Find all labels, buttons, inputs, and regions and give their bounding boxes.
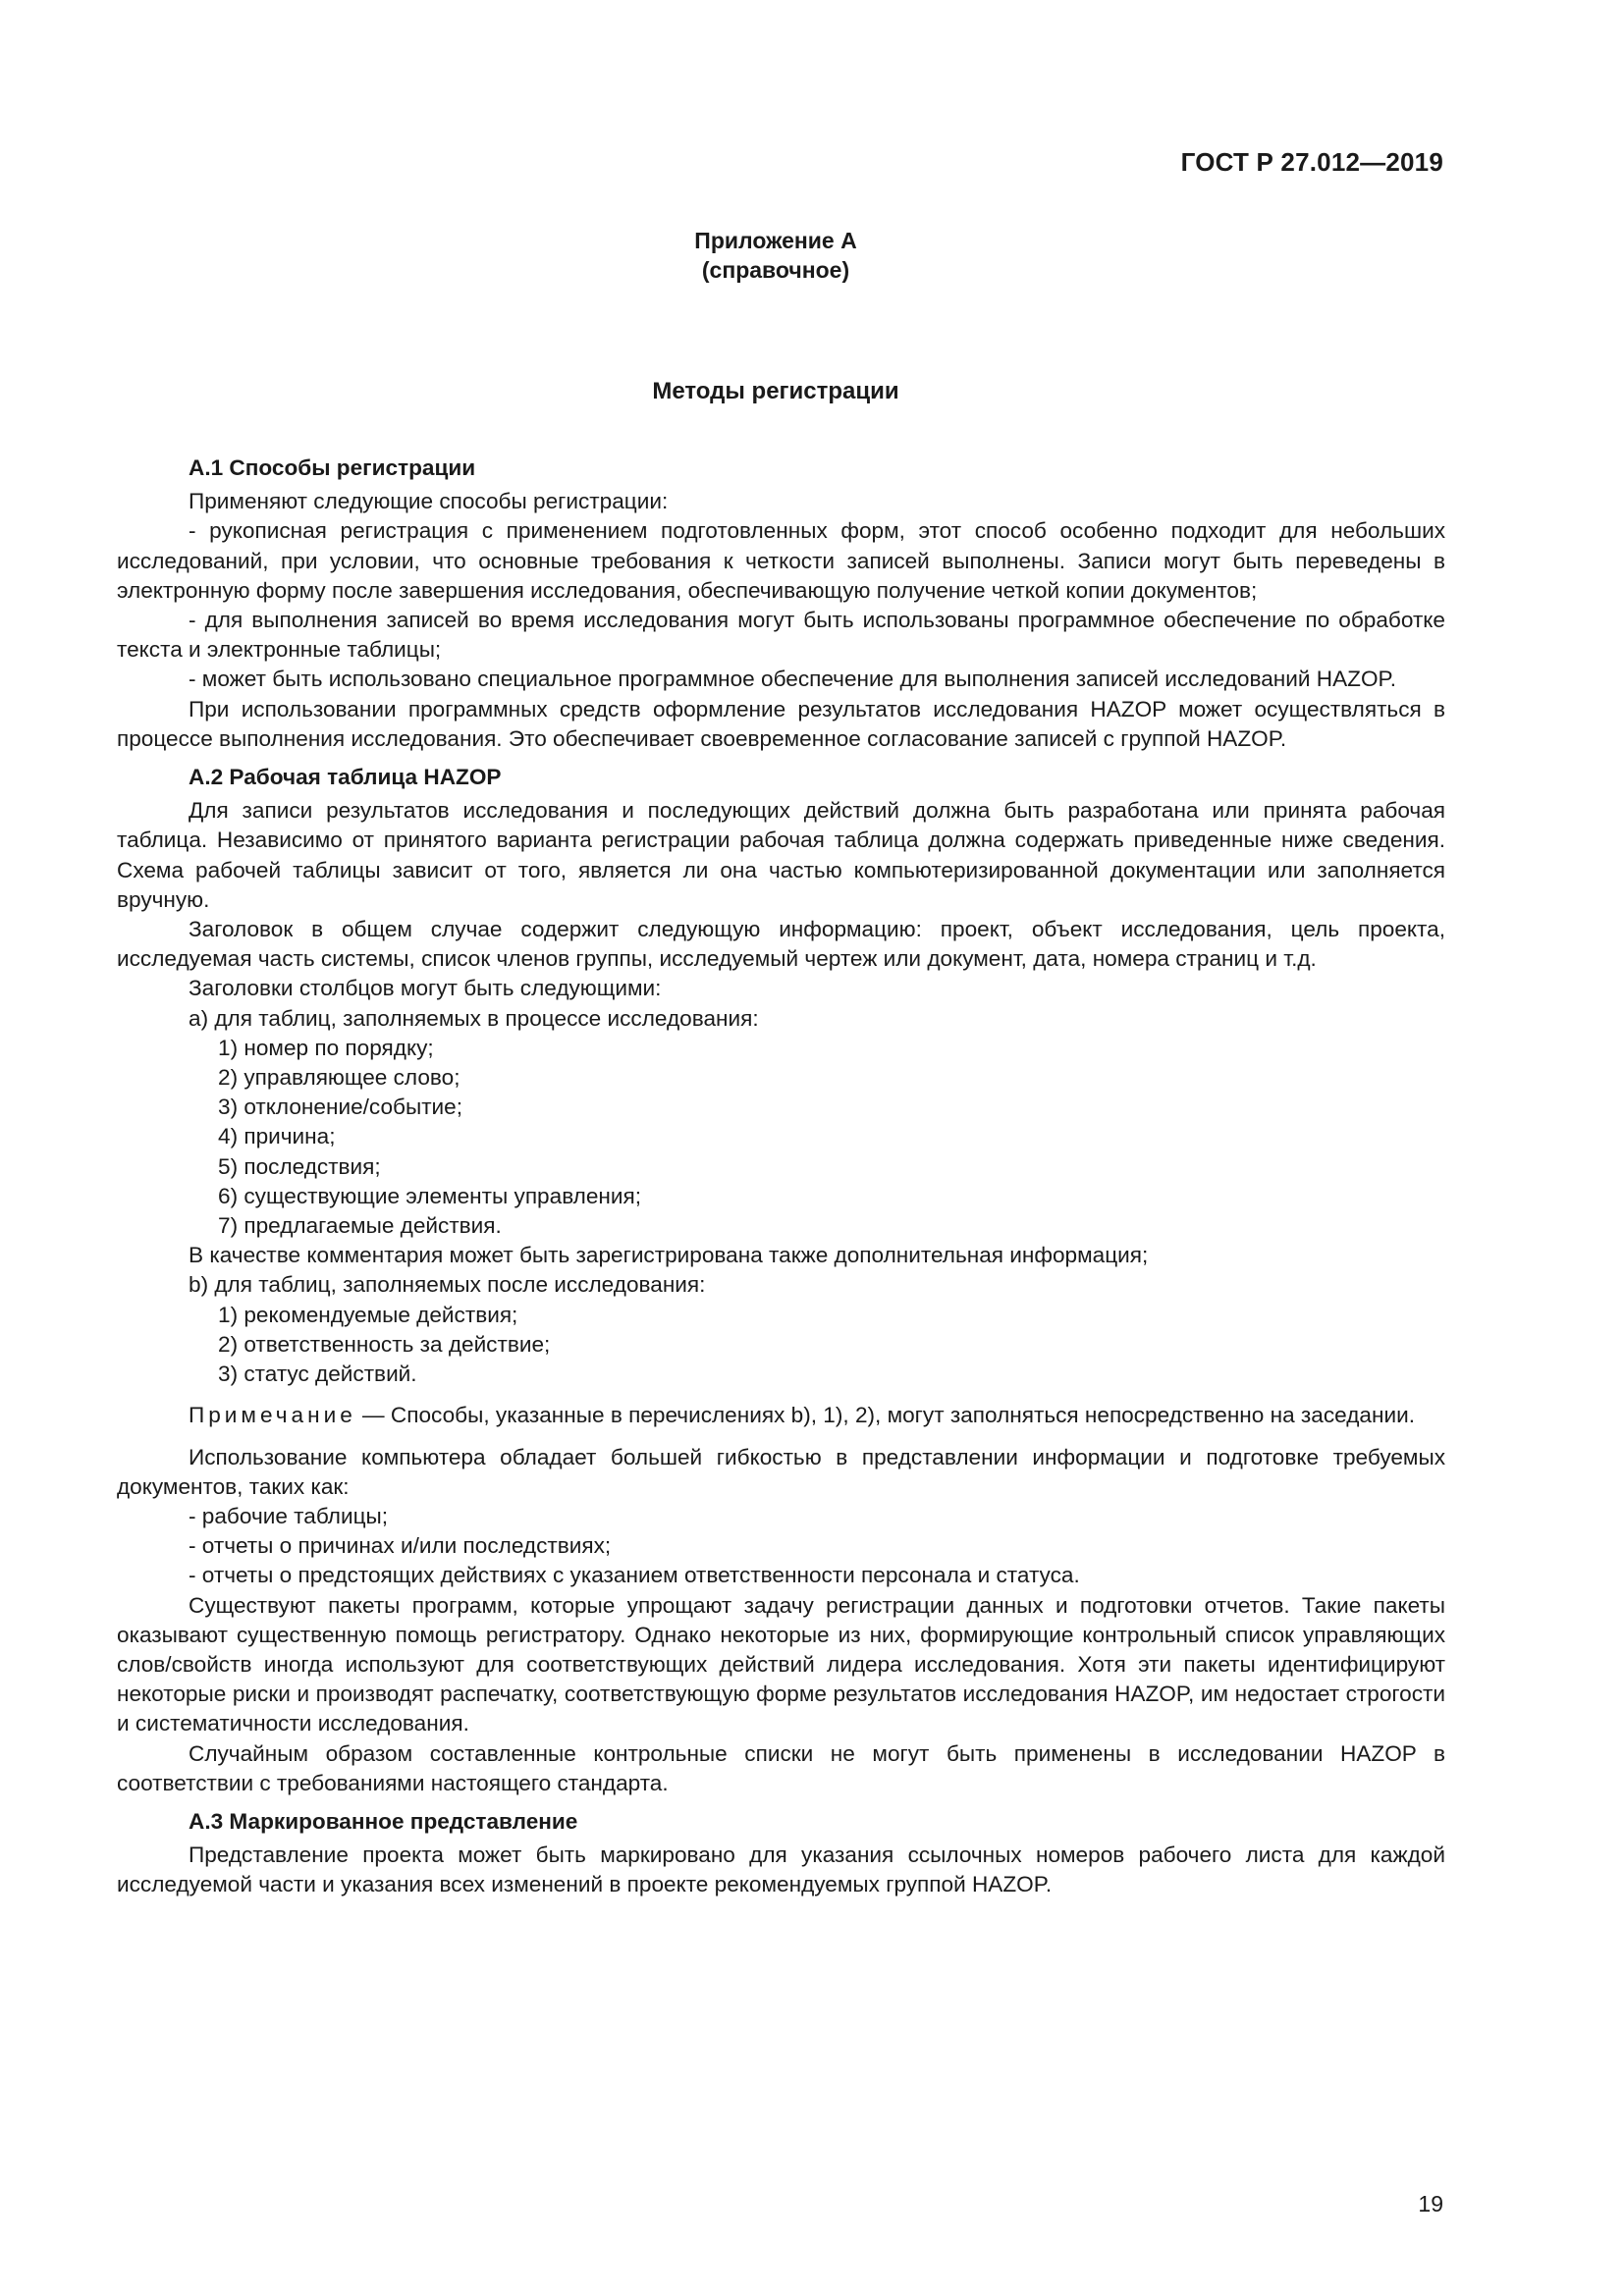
page-title: Методы регистрации — [652, 378, 899, 404]
list-item: 6) существующие элементы управления; — [218, 1183, 642, 1208]
list-item: - рабочие таблицы; — [189, 1503, 389, 1528]
annex-subtitle: (справочное) — [701, 257, 850, 283]
paragraph: Существуют пакеты программ, которые упрощают задачу регистрации данных и подготовки отчетов. Такие пакеты оказывают существенную помощь регистратору. Однако некоторые из них, формирующие контрольный список управляющих слов/свойств иногда используют для соответствующих действий лидера исследования. Хотя эти пакеты идентифицируют некоторые риски и производят распечатку, соответствующую форме результатов исследования HAZOP, им недостает строгости и систематичности исследования. — [117, 1592, 1445, 1736]
note-label: Примечание — [189, 1403, 356, 1428]
paragraph: Случайным образом составленные контрольные списки не могут быть применены в исследовании HAZOP в соответствии с требованиями настоящего стандарта. — [117, 1740, 1445, 1795]
paragraph: Для записи результатов исследования и последующих действий должна быть разработана или принята рабочая таблица. Независимо от принятого варианта регистрации рабочая таблица должна содержать приведенные ниже сведения. Схема рабочей таблицы зависит от того, является ли она частью компьютеризированной документации или заполняется вручную. — [117, 798, 1445, 912]
list-item: 7) предлагаемые действия. — [218, 1213, 502, 1239]
list-item: 5) последствия; — [218, 1153, 381, 1179]
list-item: 2) управляющее слово; — [218, 1065, 460, 1091]
paragraph: При использовании программных средств оформление результатов исследования HAZOP может осуществляться в процессе выполнения исследования. Это обеспечивает своевременное согласование записей с группой HAZOP. — [117, 696, 1445, 751]
list-item: - рукописная регистрация с применением подготовленных форм, этот способ особенно подходит для небольших исследований, при условии, что основные требования к четкости записей выполнены. Записи могут быть переведены в электронную форму после завершения исследования, обеспечивающую получение четкой копии документов; — [117, 518, 1445, 603]
note — [117, 1401, 1445, 1430]
section-a3-heading: А.3 Маркированное представление — [189, 1808, 578, 1834]
paragraph: Применяют следующие способы регистрации: — [189, 489, 669, 514]
section-a2-heading: А.2 Рабочая таблица HAZOP — [189, 765, 502, 790]
annex-title: Приложение А — [694, 228, 857, 253]
section-a1-heading: А.1 Способы регистрации — [189, 455, 476, 480]
list-item: 1) номер по порядку; — [218, 1035, 434, 1060]
list-item: 3) отклонение/событие; — [218, 1095, 463, 1120]
list-a-label: а) для таблиц, заполняемых в процессе исследования: — [189, 1005, 759, 1031]
paragraph: Заголовок в общем случае содержит следующую информацию: проект, объект исследования, цель проекта, исследуемая часть системы, список членов группы, исследуемый чертеж или документ, дата, номера страниц и т.д. — [117, 917, 1445, 972]
list-item: - отчеты о предстоящих действиях с указанием ответственности персонала и статуса. — [189, 1563, 1080, 1588]
page-number: 19 — [1418, 2191, 1443, 2216]
paragraph: В качестве комментария может быть зарегистрирована также дополнительная информация; — [189, 1243, 1149, 1268]
list-b-label: b) для таблиц, заполняемых после исследования: — [189, 1272, 706, 1298]
list-item: 2) ответственность за действие; — [218, 1331, 551, 1357]
standard-number: ГОСТ Р 27.012—2019 — [1180, 147, 1443, 177]
list-item: 4) причина; — [218, 1124, 336, 1149]
list-item: - отчеты о причинах и/или последствиях; — [189, 1533, 612, 1559]
paragraph: Представление проекта может быть маркировано для указания ссылочных номеров рабочего листа для каждой исследуемой части и указания всех изменений в проекте рекомендуемых группой HAZOP. — [117, 1842, 1445, 1897]
paragraph: Использование компьютера обладает большей гибкостью в представлении информации и подготовке требуемых документов, таких как: — [117, 1444, 1445, 1499]
list-item: - может быть использовано специальное программное обеспечение для выполнения записей исследований HAZOP. — [189, 667, 1396, 692]
paragraph: Заголовки столбцов могут быть следующими: — [189, 976, 662, 1001]
note-text: — Способы, указанные в перечислениях b), 1), 2), могут заполняться непосредственно на заседании. — [355, 1403, 1415, 1428]
document-body — [117, 454, 1445, 1900]
list-item: 3) статус действий. — [218, 1362, 417, 1387]
list-item: 1) рекомендуемые действия; — [218, 1302, 518, 1327]
list-item: - для выполнения записей во время исследования могут быть использованы программное обеспечение по обработке текста и электронные таблицы; — [117, 608, 1445, 663]
